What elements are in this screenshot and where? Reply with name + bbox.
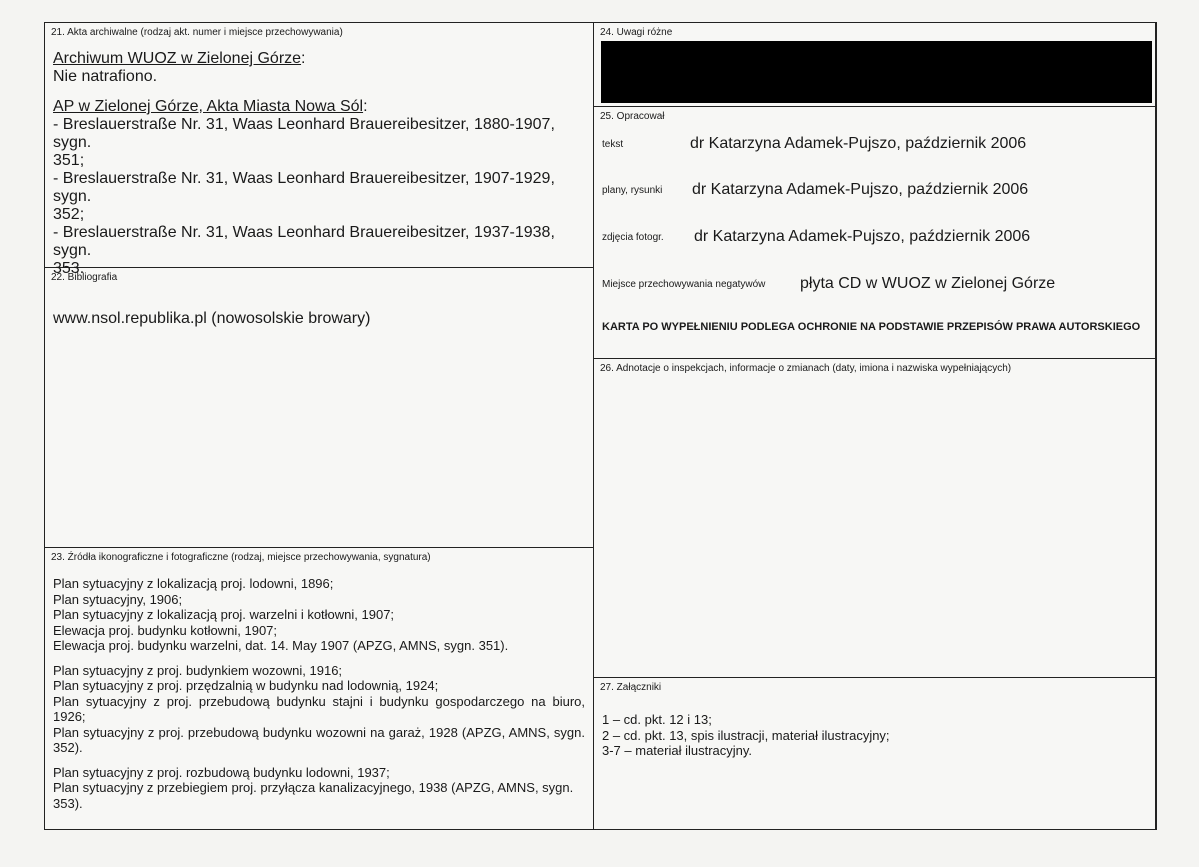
archive-wuoz-result: Nie natrafiono. [53,68,158,85]
attachment-entry: 3-7 – materiał ilustracyjny. [602,743,753,758]
source-entry: Elewacja proj. budynku kotłowni, 1907; [53,622,278,638]
section-22-bibliography [45,268,594,548]
source-entry: Plan sytuacyjny z lokalizacją proj. warzelni i kotłowni, 1907; [53,607,395,622]
attachments-list [602,712,1147,759]
section-27-heading: 27. Załączniki [600,682,662,693]
author-row-value: dr Katarzyna Adamek-Pujszo, październik 2006 [690,135,1027,152]
source-entry: Plan sytuacyjny z proj. rozbudową budynku lodowni, 1937; [53,764,390,780]
negatives-location-row [602,275,1055,293]
section-23-iconographic-sources [45,548,594,830]
archive-ap-name: AP w Zielonej Górze, Akta Miasta Nowa Sól [53,98,364,115]
section-25-heading: 25. Opracował [600,111,665,122]
section-23-heading: 23. Źródła ikonograficzne i fotograficzne (rodzaj, miejsce przechowywania, sygnatura) [51,552,431,563]
archive-entry: - Breslauerstraße Nr. 31, Waas Leonhard Brauereibesitzer, 1880-1907, sygn. [53,116,555,151]
section-21-heading: 21. Akta archiwalne (rodzaj akt. numer i miejsce przechowywania) [51,27,343,38]
archive-entry: 351; [53,152,85,169]
source-entry: Plan sytuacyjny z przebiegiem proj. przyłącza kanalizacyjnego, 1938 (APZG, AMNS, sygn. 353). [53,780,574,811]
archive-wuoz-name: Archiwum WUOZ w Zielonej Górze [53,50,302,67]
author-row-value: płyta CD w WUOZ w Zielonej Górze [800,275,1056,292]
section-25-prepared-by [594,107,1156,359]
section-21-archival-records [45,23,594,277]
author-row-label: Miejsce przechowywania negatywów [602,278,766,290]
source-entry: Plan sytuacyjny, 1906; [53,591,183,607]
attachment-entry: 1 – cd. pkt. 12 i 13; [602,712,712,727]
source-entry: Plan sytuacyjny z proj. przebudową budynku wozowni na garaż, 1928 (APZG, AMNS, sygn. 352). [53,724,585,755]
section-24-remarks [594,23,1156,107]
author-row-value: dr Katarzyna Adamek-Pujszo, październik 2006 [694,228,1031,245]
copyright-notice: KARTA PO WYPEŁNIENIU PODLEGA OCHRONIE NA PODSTAWIE PRZEPISÓW PRAWA AUTORSKIEGO [602,321,1141,333]
source-entry: Plan sytuacyjny z lokalizacją proj. lodowni, 1896; [53,576,334,591]
author-row-label: tekst [602,138,624,150]
section-27-attachments [594,678,1156,830]
section-22-heading: 22. Bibliografia [51,272,118,283]
section-26-heading: 26. Adnotacje o inspekcjach, informacje o zmianach (daty, imiona i nazwiska wypełniających) [600,363,1012,374]
archive-entry: 352; [53,206,85,223]
author-row-drawings [602,181,1028,199]
source-entry: Plan sytuacyjny z proj. budynkiem wozowni, 1916; [53,662,343,678]
section-26-annotations [594,359,1156,678]
archive-entry: - Breslauerstraße Nr. 31, Waas Leonhard Brauereibesitzer, 1937-1938, sygn. [53,224,555,259]
section-23-body [53,576,585,811]
author-row-value: dr Katarzyna Adamek-Pujszo, październik 2006 [692,181,1029,198]
record-card [44,22,1157,830]
source-entry: Plan sytuacyjny z proj. przebudową budynku stajni i budynku gospodarczego na biuro, 1926; [53,693,585,724]
author-row-text [602,135,1026,153]
author-row-photos [602,228,1030,246]
bibliography-entry: www.nsol.republika.pl (nowosolskie browary) [53,310,371,327]
section-24-heading: 24. Uwagi różne [600,27,673,38]
archive-entry: 353. [53,260,85,277]
attachment-entry: 2 – cd. pkt. 13, spis ilustracji, materiał ilustracyjny; [602,727,890,743]
archive-entry: - Breslauerstraße Nr. 31, Waas Leonhard Brauereibesitzer, 1907-1929, sygn. [53,170,555,205]
redaction-bar [601,41,1152,103]
source-entry: Elewacja proj. budynku warzelni, dat. 14. May 1907 (APZG, AMNS, sygn. 351). [53,638,509,653]
source-entry: Plan sytuacyjny z proj. przędzalnią w budynku nad lodownią, 1924; [53,678,439,693]
section-21-body: Archiwum WUOZ w Zielonej Górze: Nie natrafiono. AP w Zielonej Górze, Akta Miasta Nowa Sól: - Breslauerstraße Nr. 31, Waas Leonhard Brauereibesitzer, 1880-1907, sygn. 351; - Breslauerstraße Nr. 31, Waas Leonhard Brauereibesitzer, 1907-1929, sygn. 352; - Breslauerstraße Nr. 31, Waas Leonhard Brauereibesitzer, 1937-1938, sygn. 353. [53,50,585,278]
author-row-label: plany, rysunki [602,184,663,196]
author-row-label: zdjęcia fotogr. [602,231,664,243]
